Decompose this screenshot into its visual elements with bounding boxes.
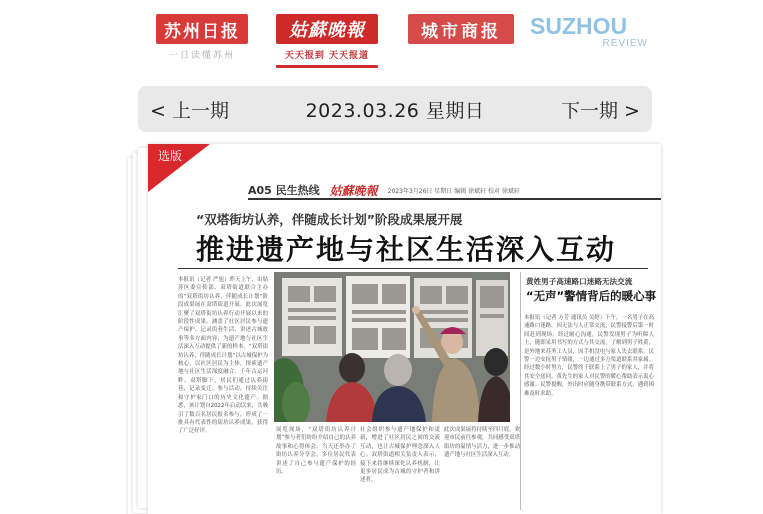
previous-issue-button[interactable]: < 上一期 — [150, 99, 229, 122]
article-body-column: 本报讯（记者 严旭）昨天上午，由姑苏区委宣传部、双塔街道联合主办的“双塔街坊认养，伴随成长计划”阶段成果展在双塔街道开展。此次展览汇聚了双塔街坊认养行动开展以来的阶段性成果，涵盖了社区居民参与遗产保护、记录街巷生活、讲述古城故事等多方面内容，为遗产地与社区生活深入互动提供了新的样本。“双塔街坊认养，伴随成长计划”以古城保护为核心，以社区居民为主体，探索遗产地与社区生活深度融合。千年古运河畔、双塔脚下，居民们通过认养街巷、记录变迁、参与活动，持续关注和守护家门口的历史文化遗产。据悉，该计划自2022年启动以来，共吸引了数百名居民报名参与，形成了一批具有代表性的街坊认养成果，获得了广泛好评。 — [178, 277, 268, 435]
divider — [178, 268, 648, 269]
paper-tabs — [0, 0, 763, 72]
gusu-evening-slogan: 天天报到 天天报道 — [284, 51, 370, 61]
suzhou-daily-logo: 苏州日报 — [156, 14, 248, 44]
edition-selector-badge[interactable] — [148, 144, 210, 192]
section-label: A05 民生热线 — [248, 184, 320, 197]
tab-suzhou-daily[interactable] — [156, 14, 248, 61]
page-header — [248, 182, 661, 200]
badge-page-code: A05 — [180, 170, 204, 184]
side-article-body: 本报讯（记者 方芳 通讯员 吴婷）下午，一名男子在高速路口迷路，因无法与人正常交流，民警接警后第一时间赶到现场。经过耐心沟通，民警发现男子为听障人士，随即采用书写的方式与其交流，了解到男子姓黄，是外地来苏务工人员，因手机没电与家人失去联系。民警一边安抚男子情绪，一边通过多方渠道联系其家属。经过数小时努力，民警终于联系上了男子的家人，并将其安全送回。黄先生的家人对民警的暖心帮助表示衷心感谢。民警提醒，外出时应随身携带联系方式，遇到困难及时求助。 — [524, 315, 654, 397]
issue-date: 2023.03.26 星期日 — [305, 99, 485, 122]
active-tab-indicator — [276, 65, 378, 68]
city-business-logo: 城市商报 — [408, 14, 514, 44]
suzhou-daily-slogan: 一日读懂苏州 — [168, 51, 235, 61]
next-issue-button[interactable]: 下一期 > — [561, 99, 640, 122]
tab-suzhou-review[interactable] — [520, 14, 650, 49]
article-photo[interactable] — [274, 272, 510, 422]
article-headline: 推进遗产地与社区生活深入互动 — [196, 233, 617, 266]
article-body-column: 此次成果展将持续至四月底，欢迎市民前往参观，共同感受双塔街坊的温情与活力，进一步推动遗产地与社区生活深入互动。 — [444, 427, 520, 459]
page-stack — [128, 144, 663, 514]
date-navigator — [138, 86, 652, 132]
tab-gusu-evening[interactable] — [276, 14, 378, 68]
suzhou-review-logo: SUZHOU — [530, 12, 628, 39]
tab-city-business[interactable] — [408, 14, 514, 44]
page-paper-logo: 姑蘇晚報 — [329, 183, 378, 198]
exhibition-photo-image — [274, 272, 510, 422]
badge-select-label: 选版 — [158, 149, 183, 163]
gusu-evening-logo: 姑蘇晚報 — [276, 14, 378, 44]
article-kicker: “双塔街坊认养，伴随成长计划”阶段成果展开展 — [196, 212, 463, 227]
newspaper-page[interactable] — [148, 144, 661, 514]
column-divider — [520, 272, 521, 510]
article-body-column: 展览现场，“双塔街坊认养计划”参与者们纷纷介绍自己的认养故事和心得体会。当天还举办了街坊认养分享会，多位居民代表讲述了自己参与遗产保护的经历。 — [276, 427, 356, 476]
side-article-headline: “无声”警情背后的暖心事 — [526, 289, 657, 303]
side-article-kicker: 黄姓男子高速路口迷路无法交流 — [526, 277, 633, 286]
article-body-column: 社会组织参与遗产地保护和更新，增进了社区居民之间的交流互动，也让古城保护理念深入人心。双塔街道相关负责人表示，接下来将继续深化认养机制，让更多居民成为古城的守护者和讲述者。 — [360, 427, 440, 484]
suzhou-review-subtitle: REVIEW — [602, 38, 648, 49]
issue-meta: 2023年3月26日 星期日 编辑 徐斌轩 校对 徐斌轩 — [387, 187, 520, 195]
